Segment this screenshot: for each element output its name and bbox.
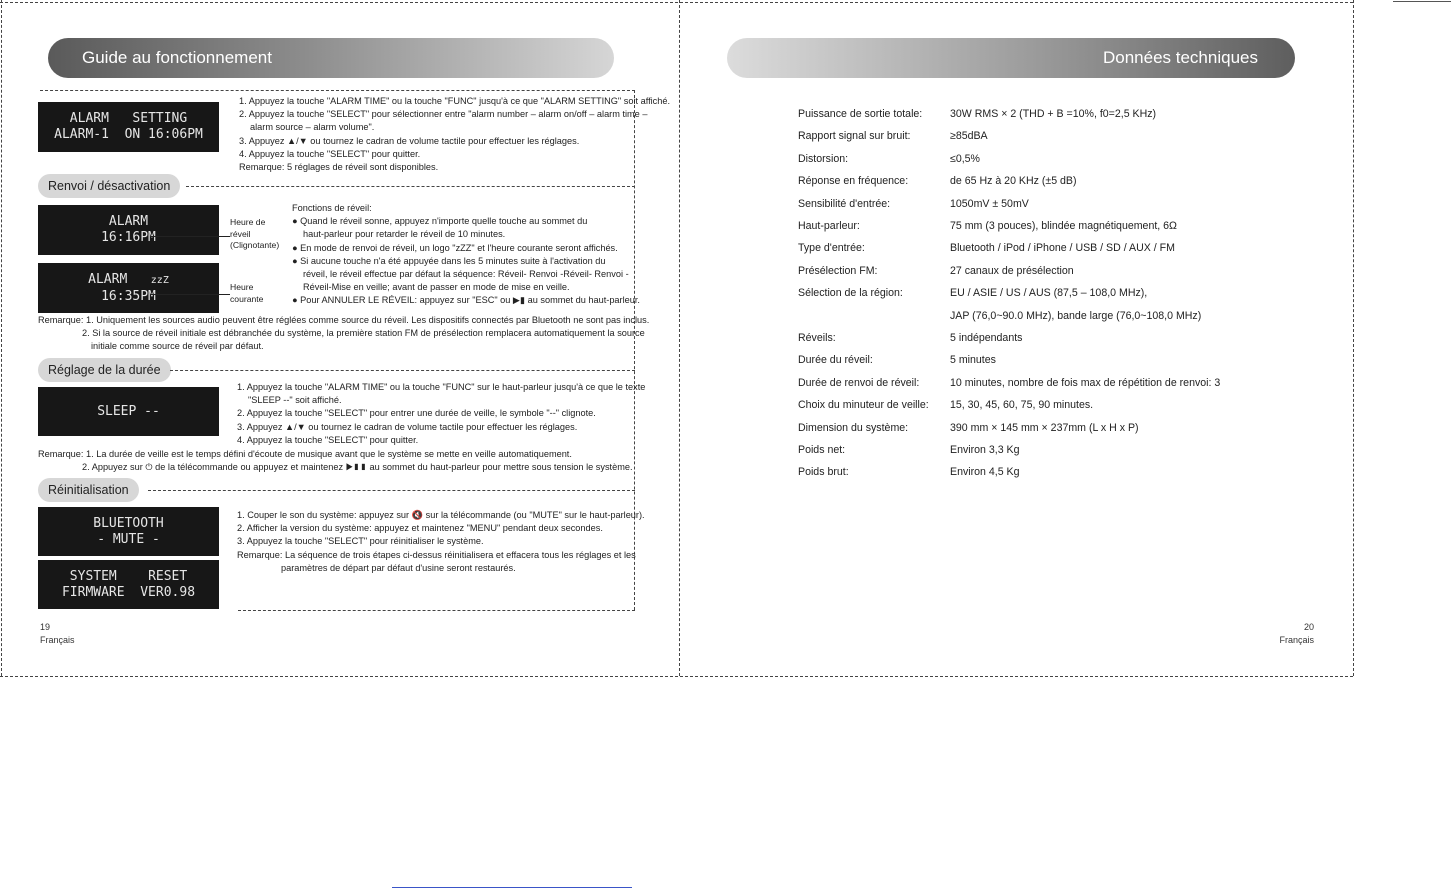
functions-title: Fonctions de réveil:: [292, 203, 372, 213]
page-language: Français: [40, 635, 75, 645]
step-text: 2. Afficher la version du système: appuyez et maintenez "MENU" pendant deux secondes.: [237, 523, 603, 534]
lcd-alarm-wake: [38, 205, 219, 255]
spec-value: 5 indépendants: [950, 332, 1023, 344]
spec-value: 27 canaux de présélection: [950, 264, 1074, 277]
left-page-title: Guide au fonctionnement: [82, 48, 272, 67]
sleep-remarks: [38, 448, 633, 474]
lcd-alarm-setting: [38, 102, 219, 152]
page-number: 19: [40, 622, 51, 632]
lcd-system-reset: [38, 560, 219, 609]
callout-line: Heure de: [230, 217, 266, 227]
snooze-zzz-icon: zzZ: [150, 274, 169, 286]
remark-text: Remarque: La séquence de trois étapes ci-dessus réinitialisera et effacera tous les réglages et les: [237, 549, 636, 560]
spec-label: Poids net:: [798, 444, 846, 456]
step-text: "SLEEP --" soit affiché.: [248, 395, 342, 406]
section-divider: [170, 370, 635, 371]
spec-value: ≤0,5%: [950, 152, 980, 165]
page-language: Français: [1279, 635, 1314, 645]
bottom-underline: [392, 887, 632, 888]
step-text: 2. Appuyez la touche "SELECT" pour entrer une durée de veille, le symbole "--" clignote.: [237, 408, 596, 419]
spec-label: Rapport signal sur bruit:: [798, 130, 911, 143]
callout-line: courante: [230, 293, 264, 304]
callout-line: Heure: [230, 282, 254, 292]
remark-text: 2. Si la source de réveil initiale est débranchée du système, la première station FM de présélection remplacera automatiquement la source: [82, 328, 645, 339]
spec-value: 5 minutes: [950, 354, 996, 367]
lcd-line: 16:35PM: [101, 288, 156, 304]
bullet-text: haut-parleur pour retarder le réveil de 10 minutes.: [303, 229, 506, 240]
spec-label: Réveils:: [798, 332, 836, 344]
section-pill-snooze: Renvoi / désactivation: [38, 174, 180, 198]
callout-leader: [150, 236, 230, 237]
spec-value: 1050mV ± 50mV: [950, 197, 1029, 210]
spec-value: Environ 4,5 Kg: [950, 466, 1020, 479]
spec-label: Type d'entrée:: [798, 242, 865, 255]
lcd-line: SLEEP --: [97, 403, 160, 419]
spec-label: Haut-parleur:: [798, 220, 860, 232]
remark-text: 2. Appuyez sur ⏻ de la télécommande ou appuyez et maintenez ▶▮▮ au sommet du haut-parleur pour mettre sous tension le système.: [82, 462, 633, 473]
right-page-footer: [1279, 621, 1314, 647]
spec-label: Sélection de la région:: [798, 287, 903, 300]
spec-value: Environ 3,3 Kg: [950, 444, 1020, 456]
right-page: [680, 0, 1354, 676]
reset-steps: [237, 509, 645, 575]
step-text: 2. Appuyez la touche "SELECT" pour sélectionner entre "alarm number – alarm on/off – alarm time –: [239, 109, 648, 120]
spec-label: Distorsion:: [798, 152, 849, 165]
spec-value: 15, 30, 45, 60, 75, 90 minutes.: [950, 399, 1094, 412]
remark-text: Remarque: 5 réglages de réveil sont disponibles.: [239, 162, 439, 173]
spec-value: 30W RMS × 2 (THD + B =10%, f0=2,5 KHz): [950, 108, 1157, 120]
lcd-line: [38, 272, 219, 289]
step-text: alarm source – alarm volume".: [250, 122, 375, 133]
spec-label: Réponse en fréquence:: [798, 175, 909, 188]
lcd-line: - MUTE -: [97, 531, 160, 547]
page-number: 20: [1303, 622, 1314, 632]
spec-value: 10 minutes, nombre de fois max de répétition de renvoi: 3: [950, 376, 1221, 389]
lcd-line: BLUETOOTH: [93, 515, 164, 531]
spec-value: 75 mm (3 pouces), blindée magnétiquement, 6Ω: [950, 220, 1177, 232]
bullet-text: ● Si aucune touche n'a été appuyée dans les 5 minutes suite à l'activation du: [292, 255, 606, 266]
wake-functions: [292, 202, 640, 308]
right-page-header: [727, 38, 1295, 78]
spec-label: Poids brut:: [798, 466, 849, 479]
left-page-header: [48, 38, 614, 78]
bullet-text: Réveil-Mise en veille; avant de passer en mode de mise en veille.: [303, 282, 570, 293]
section-bottom-divider: [238, 610, 635, 611]
remark-text: paramètres de départ par défaut d'usine seront restaurés.: [281, 562, 516, 573]
callout-line: (Clignotante): [230, 240, 280, 250]
section-pill-reset: Réinitialisation: [38, 478, 139, 502]
remark-text: Remarque: 1. La durée de veille est le temps défini d'écoute de musique avant que le système se mette en veille automatiquement.: [38, 449, 572, 459]
callout-leader: [150, 294, 230, 295]
alarm-setting-steps: [239, 95, 670, 174]
step-text: 3. Appuyez ▲/▼ ou tournez le cadran de volume tactile pour effectuer les réglages.: [239, 135, 580, 146]
left-page: [0, 0, 679, 676]
spec-value: ≥85dBA: [950, 130, 988, 143]
spec-value: de 65 Hz à 20 KHz (±5 dB): [950, 175, 1077, 188]
bullet-text: réveil, le réveil effectue par défaut la séquence: Réveil- Renvoi -Réveil- Renvoi -: [303, 269, 629, 280]
step-text: 1. Couper le son du système: appuyez sur 🔇 sur la télécommande (ou "MUTE" sur le haut-parleur).: [237, 510, 645, 520]
step-text: 1. Appuyez la touche "ALARM TIME" ou la touche "FUNC" sur le haut-parleur jusqu'à ce que le texte: [237, 382, 646, 392]
step-text: 1. Appuyez la touche "ALARM TIME" ou la touche "FUNC" jusqu'à ce que "ALARM SETTING" soit affiché.: [239, 96, 671, 106]
spec-value: JAP (76,0~90.0 MHz), bande large (76,0~108,0 MHz): [950, 309, 1202, 322]
spec-label: Sensibilité d'entrée:: [798, 197, 891, 210]
step-text: 4. Appuyez la touche "SELECT" pour quitter.: [237, 434, 419, 445]
spec-label: Choix du minuteur de veille:: [798, 399, 929, 412]
bullet-text: ● Quand le réveil sonne, appuyez n'importe quelle touche au sommet du: [292, 216, 588, 227]
snooze-remarks: [38, 314, 649, 354]
step-text: 3. Appuyez la touche "SELECT" pour réinitialiser le système.: [237, 536, 484, 547]
step-text: 4. Appuyez la touche "SELECT" pour quitter.: [239, 148, 421, 159]
right-page-title: Données techniques: [1102, 48, 1258, 67]
spec-label: Puissance de sortie totale:: [798, 108, 923, 120]
lcd-line: 16:16PM: [101, 230, 156, 245]
section-pill-sleep: Réglage de la durée: [38, 358, 171, 382]
spec-value: 390 mm × 145 mm × 237mm (L x H x P): [950, 421, 1139, 434]
lcd-line: ALARM: [108, 214, 149, 229]
remark-text: initiale comme source de réveil par défaut.: [91, 341, 264, 352]
sleep-steps: [237, 381, 645, 447]
bullet-text: ● En mode de renvoi de réveil, un logo "zZZ" et l'heure courante seront affichés.: [292, 242, 618, 253]
callout-wake-time: [230, 217, 279, 252]
section-divider: [40, 90, 635, 91]
lcd-alarm-snooze: [38, 263, 219, 313]
callout-line: réveil: [230, 228, 251, 239]
spec-label: Durée de renvoi de réveil:: [798, 376, 920, 389]
lcd-sleep: [38, 387, 219, 436]
lcd-line: ALARM-1 ON 16:06PM: [54, 127, 203, 142]
spec-value: EU / ASIE / US / AUS (87,5 – 108,0 MHz),: [950, 287, 1148, 300]
left-page-footer: [40, 621, 75, 647]
spec-value: Bluetooth / iPod / iPhone / USB / SD / AUX / FM: [950, 242, 1175, 255]
section-divider: [186, 186, 635, 187]
section-divider: [148, 490, 635, 491]
lcd-line: SYSTEM RESET: [69, 568, 188, 584]
lcd-line: ALARM: [88, 271, 128, 287]
step-text: 3. Appuyez ▲/▼ ou tournez le cadran de volume tactile pour effectuer les réglages.: [237, 421, 578, 432]
spec-label: Présélection FM:: [798, 264, 878, 277]
remark-text: Remarque: 1. Uniquement les sources audio peuvent être réglées comme source du réveil. Les dispositifs connectés par Bluetooth ne sont pas inclus.: [38, 315, 650, 325]
lcd-bluetooth-mute: [38, 507, 219, 556]
bullet-text: ● Pour ANNULER LE RÉVEIL: appuyez sur "ESC" ou ▶▮ au sommet du haut-parleur.: [292, 295, 640, 306]
spec-label: Durée du réveil:: [798, 354, 873, 367]
corner-line: [1393, 1, 1451, 2]
lcd-line: FIRMWARE VER0.98: [61, 584, 196, 600]
spec-label: Dimension du système:: [798, 421, 909, 434]
lcd-line: ALARM SETTING: [69, 111, 188, 126]
bottom-cut-line: [0, 676, 1353, 677]
callout-current-time: [230, 282, 263, 305]
